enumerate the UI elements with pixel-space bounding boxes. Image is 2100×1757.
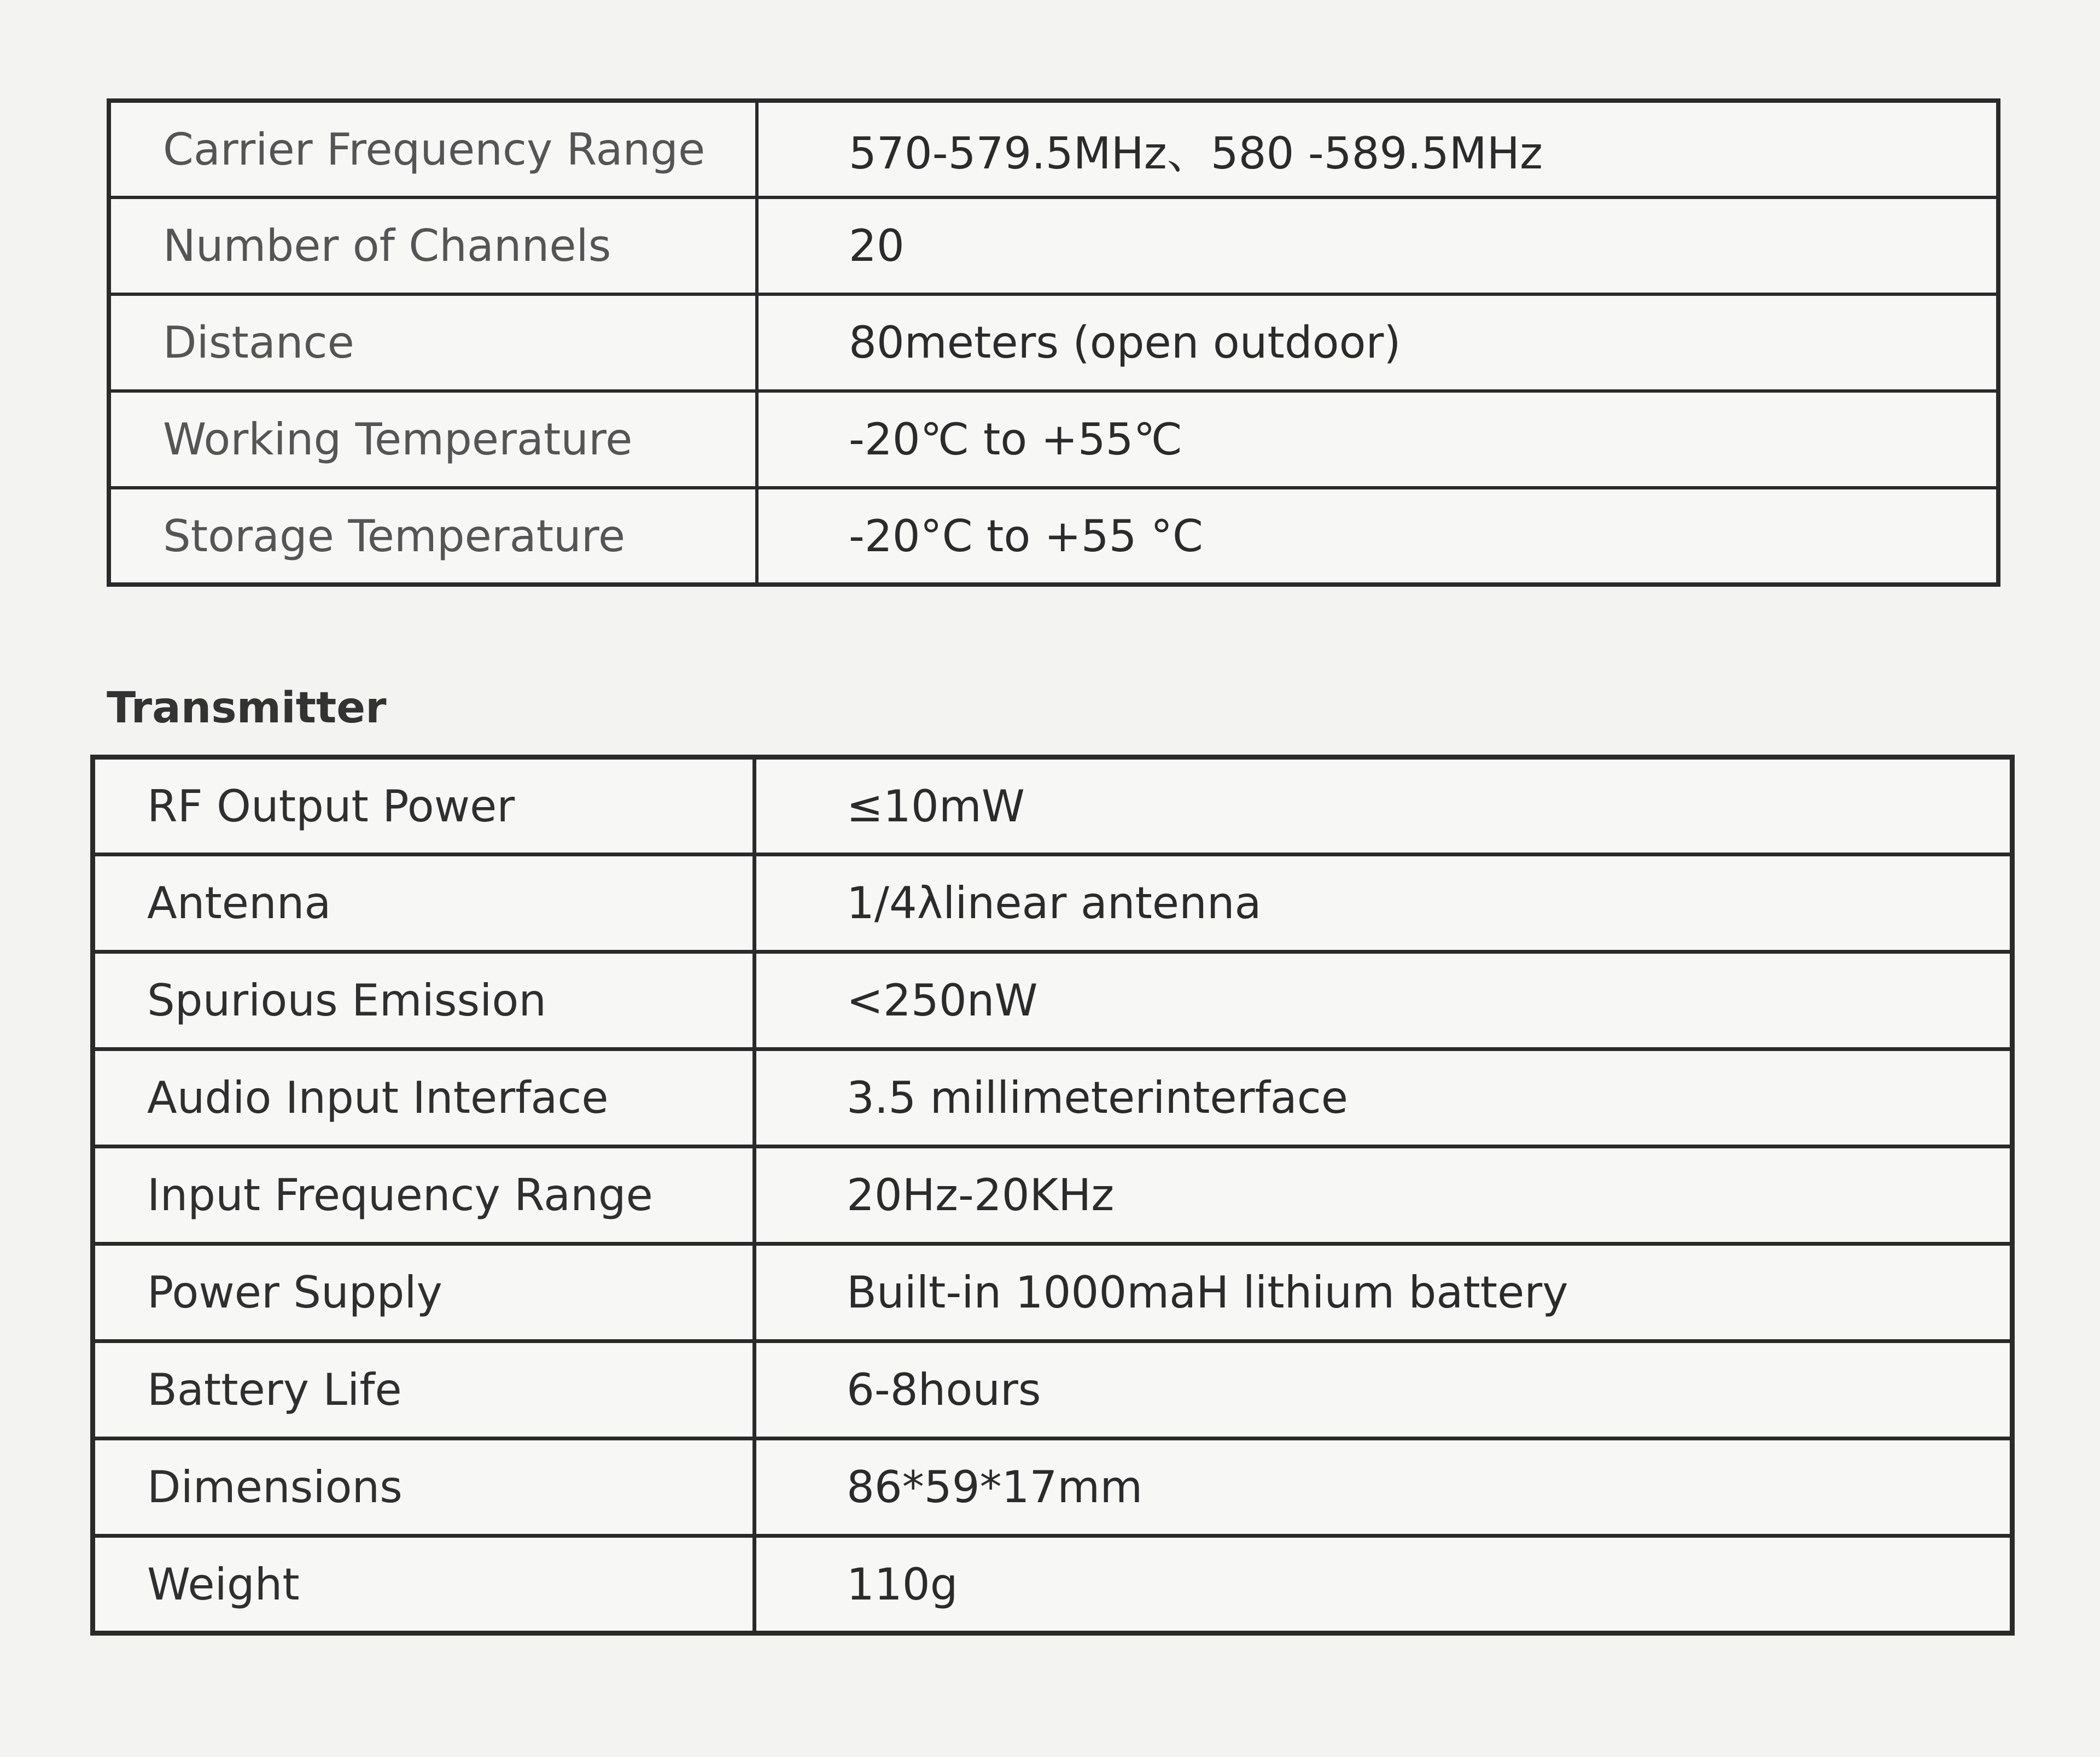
spec-label: Antenna — [93, 855, 755, 952]
spec-value: 80meters (open outdoor) — [757, 294, 1998, 391]
spec-label: Spurious Emission — [93, 952, 755, 1049]
spec-value: -20°C to +55 °C — [757, 488, 1998, 585]
spec-value: 3.5 millimeterinterface — [755, 1049, 2012, 1147]
spec-label: Distance — [109, 294, 757, 391]
spec-value: Built-in 1000maH lithium battery — [755, 1244, 2012, 1341]
spec-label: Battery Life — [93, 1341, 755, 1439]
table-row — [109, 488, 1998, 585]
spec-label: Carrier Frequency Range — [109, 101, 757, 197]
spec-label: Audio Input Interface — [93, 1049, 755, 1147]
spec-value: 110g — [755, 1536, 2012, 1633]
table-row — [93, 1536, 2012, 1633]
transmitter-heading: Transmitter — [107, 684, 387, 733]
general-spec-table — [107, 98, 2000, 587]
table-row — [109, 391, 1998, 488]
spec-label: Weight — [93, 1536, 755, 1633]
spec-label: Storage Temperature — [109, 488, 757, 585]
spec-value: 570-579.5MHz、580 -589.5MHz — [757, 101, 1998, 197]
table-row — [93, 1439, 2012, 1536]
spec-label: Working Temperature — [109, 391, 757, 488]
spec-value: 6-8hours — [755, 1341, 2012, 1439]
table-row — [109, 294, 1998, 391]
spec-value: <250nW — [755, 952, 2012, 1049]
spec-value: -20℃ to +55℃ — [757, 391, 1998, 488]
table-row — [93, 1244, 2012, 1341]
spec-label: RF Output Power — [93, 757, 755, 855]
spec-label: Power Supply — [93, 1244, 755, 1341]
table-row — [109, 197, 1998, 294]
table-row — [93, 952, 2012, 1049]
spec-label: Input Frequency Range — [93, 1147, 755, 1244]
table-row — [93, 1049, 2012, 1147]
table-row — [93, 757, 2012, 855]
transmitter-spec-table — [90, 755, 2015, 1636]
table-row — [109, 101, 1998, 197]
spec-value: ≤10mW — [755, 757, 2012, 855]
spec-label: Number of Channels — [109, 197, 757, 294]
table-row — [93, 1147, 2012, 1244]
spec-value: 1/4λlinear antenna — [755, 855, 2012, 952]
spec-value: 20Hz-20KHz — [755, 1147, 2012, 1244]
spec-value: 86*59*17mm — [755, 1439, 2012, 1536]
spec-value: 20 — [757, 197, 1998, 294]
spec-label: Dimensions — [93, 1439, 755, 1536]
table-row — [93, 1341, 2012, 1439]
table-row — [93, 855, 2012, 952]
